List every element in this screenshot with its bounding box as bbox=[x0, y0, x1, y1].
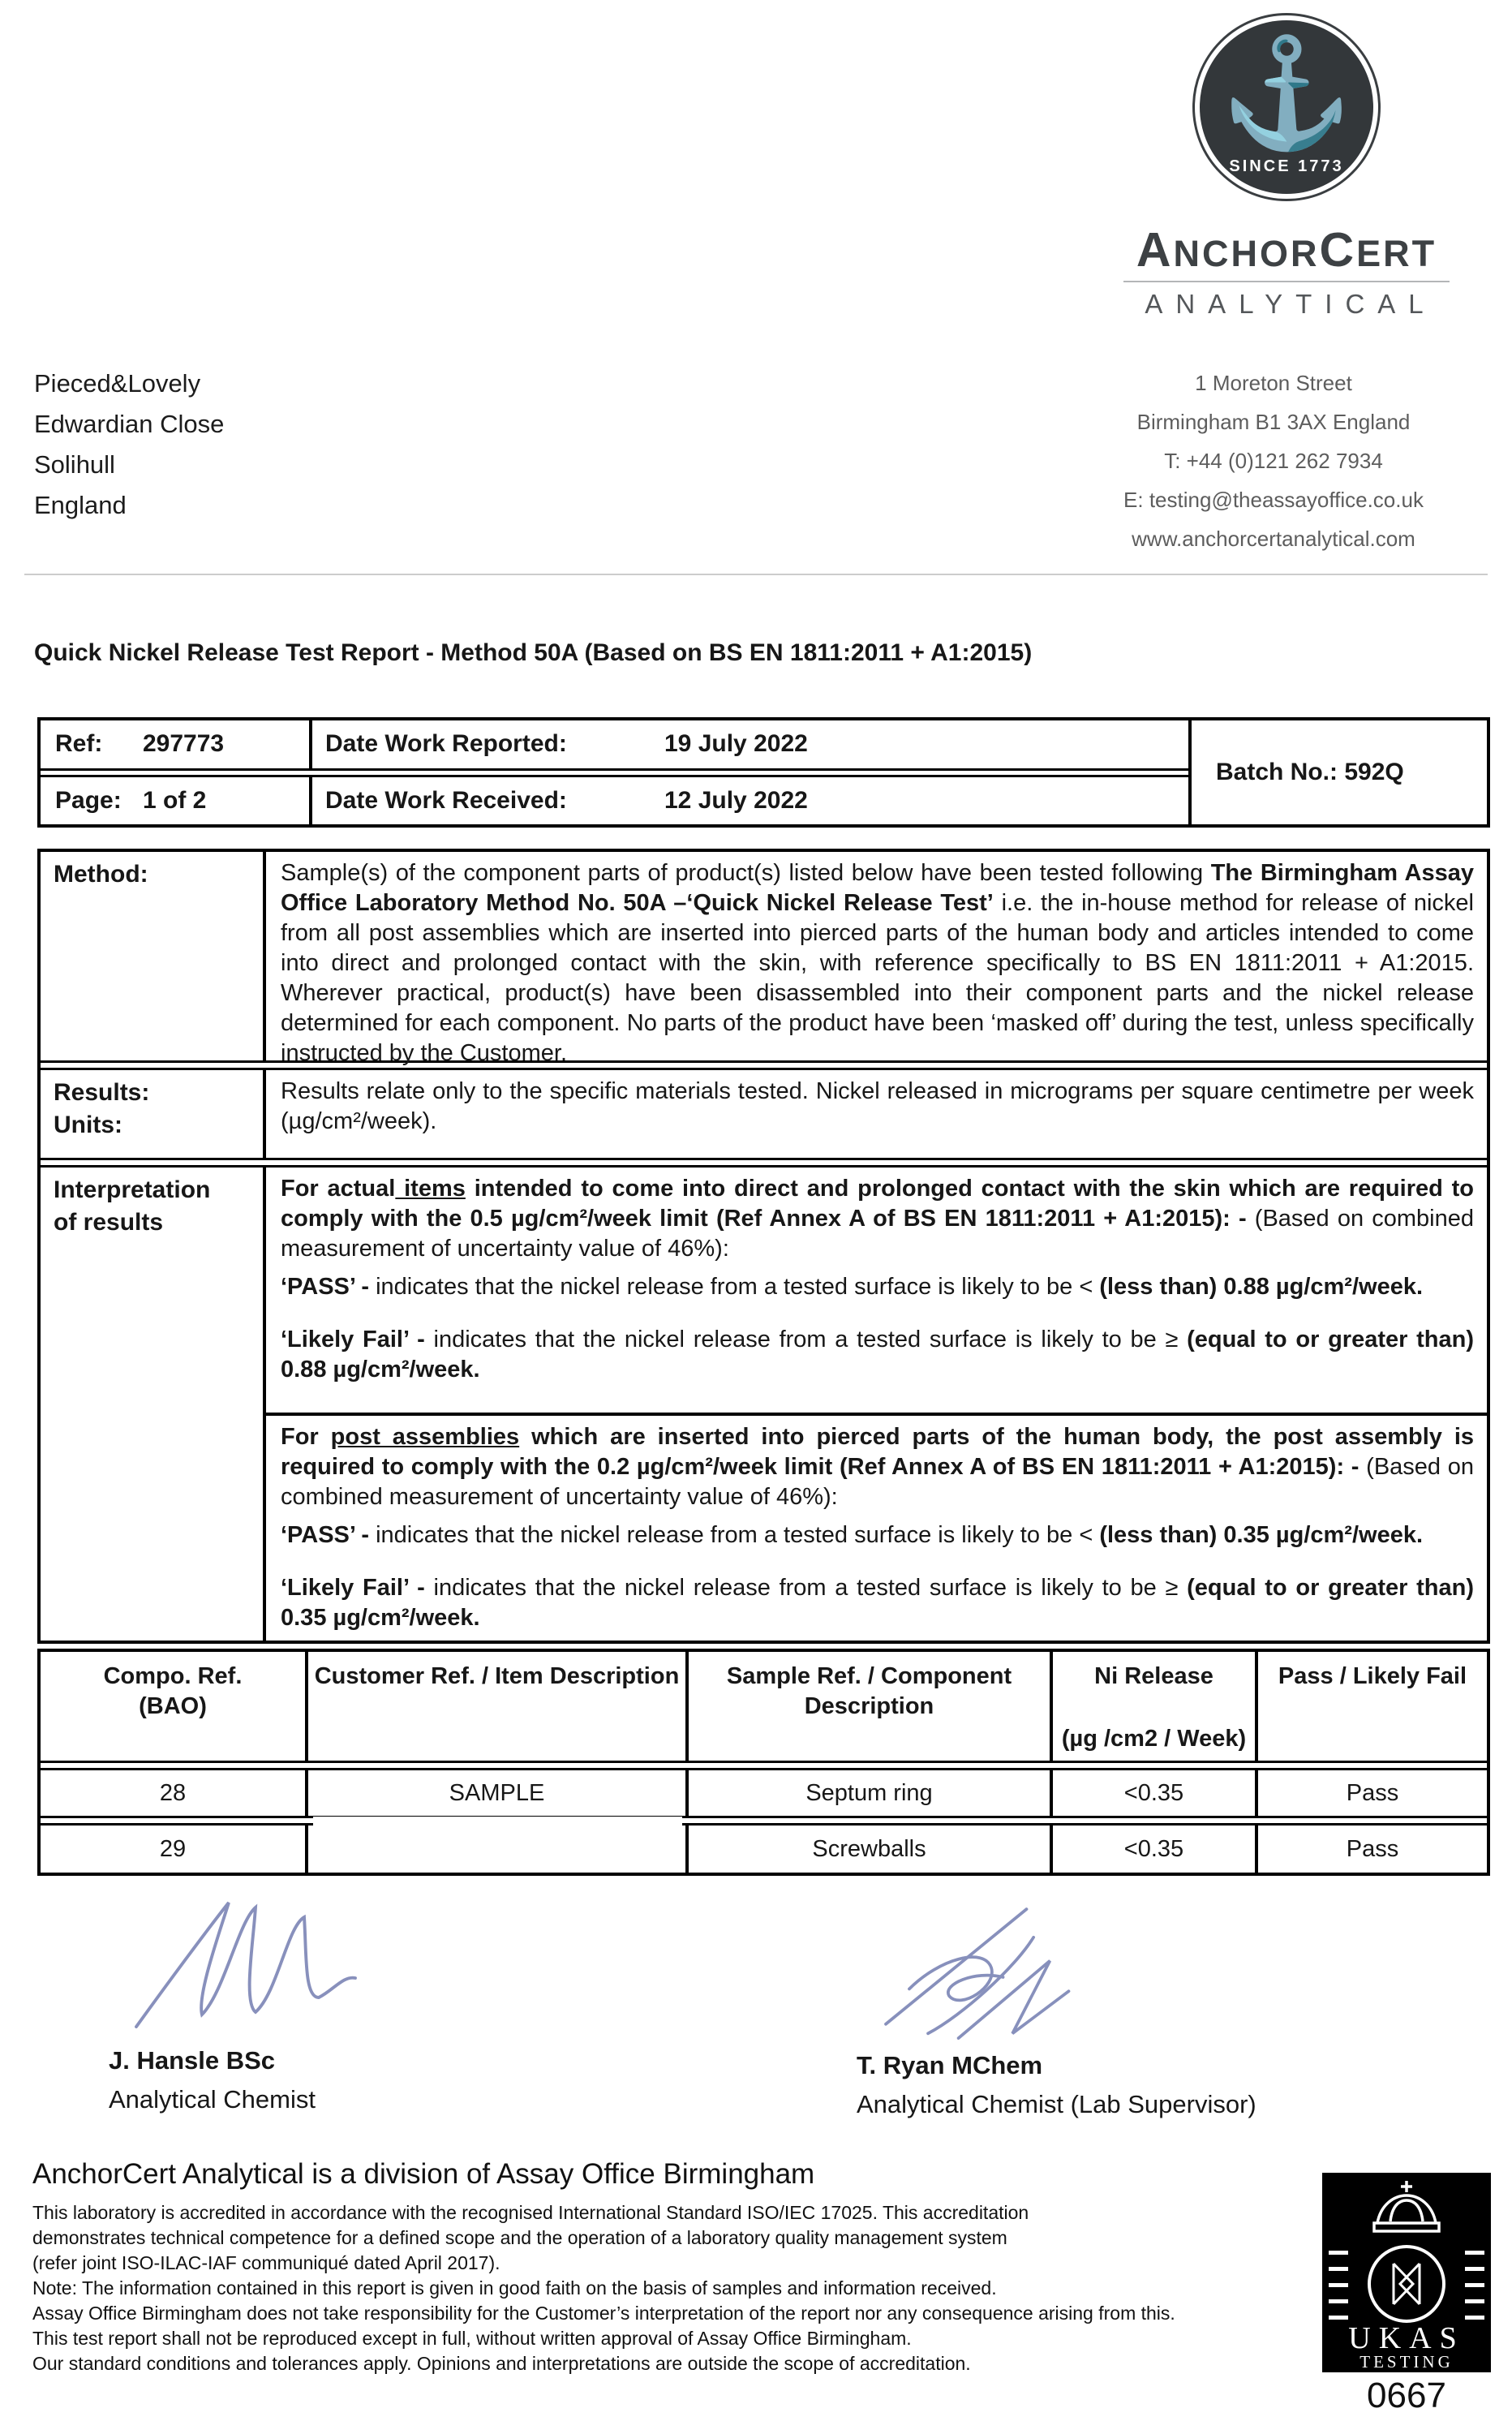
ref-value: 297773 bbox=[143, 730, 225, 758]
date-reported-value: 19 July 2022 bbox=[664, 730, 808, 758]
results-units-label: Results: Units: bbox=[41, 1070, 266, 1158]
ukas-accreditation-logo bbox=[1322, 2173, 1491, 2372]
date-reported-cell bbox=[312, 720, 1188, 768]
customer-address-line: Edwardian Close bbox=[34, 410, 225, 438]
footer-line: (refer joint ISO-ILAC-IAF communiqué dated April 2017). bbox=[32, 2252, 500, 2273]
post-pass-definition: ‘PASS’ - indicates that the nickel release from a tested surface is likely to be < (less than) 0.35 µg/cm²/week. bbox=[281, 1522, 1424, 1548]
results-units-row bbox=[41, 1068, 1487, 1160]
footer-line: This test report shall not be reproduced except in full, without written approval of Assay Office Birmingham. bbox=[32, 2328, 912, 2349]
footer-disclaimer bbox=[32, 2200, 1298, 2376]
post-fail-definition: ‘Likely Fail’ - indicates that the nickel release from a tested surface is likely to be ≥ (equal to or greater than) 0.35 µg/cm²/week. bbox=[281, 1575, 1475, 1631]
customer-address-line: Pieced&Lovely bbox=[34, 369, 201, 398]
interpretation-row bbox=[41, 1165, 1487, 1641]
items-pass-definition: ‘PASS’ - indicates that the nickel release from a tested surface is likely to be < (less than) 0.88 µg/cm²/week. bbox=[281, 1274, 1424, 1300]
reference-table bbox=[37, 717, 1490, 828]
anchorcert-logo bbox=[1122, 13, 1451, 320]
footer-line: Our standard conditions and tolerances apply. Opinions and interpretations are outside the scope of accreditation. bbox=[32, 2353, 971, 2374]
footer-line: demonstrates technical competence for a defined scope and the operation of a laboratory quality management system bbox=[32, 2227, 1007, 2248]
method-text: Sample(s) of the component parts of product(s) listed below have been tested following The Birmingham Assay Office Laboratory Method No. 50A –‘Quick Nickel Release Test’ i.e. the in-house method for release of nickel from all post assemblies which are inserted into pierced parts of the human body and articles intended to come into direct and prolonged contact with the skin, with reference specifically to BS EN 1811:2011 + A1:2015. Wherever practical, product(s) have been disassembled into their component parts and the nickel release determined for each component. No parts of the product have been ‘masked off’ during the test, unless specifically instructed by the Customer. bbox=[281, 860, 1474, 1066]
customer-ref-cell bbox=[305, 1826, 685, 1873]
anchor-icon: ⚓ bbox=[1219, 33, 1354, 153]
header-divider bbox=[24, 574, 1488, 575]
results-table-header bbox=[41, 1652, 1487, 1763]
customer-ref-cell: SAMPLE bbox=[305, 1770, 685, 1816]
column-header-result: Pass / Likely Fail bbox=[1255, 1652, 1487, 1761]
date-reported-label: Date Work Reported: bbox=[325, 730, 567, 758]
page-cell bbox=[41, 777, 312, 825]
footer-heading: AnchorCert Analytical is a division of Assay Office Birmingham bbox=[32, 2158, 815, 2190]
lab-address-line: 1 Moreton Street bbox=[1195, 371, 1352, 395]
anchor-emblem bbox=[1200, 20, 1373, 194]
interpretation-post-assemblies-block bbox=[266, 1416, 1487, 1641]
reference-table-left bbox=[41, 720, 1188, 824]
column-header-ni-release: Ni Release (µg /cm2 / Week) bbox=[1050, 1652, 1255, 1761]
ni-release-cell: <0.35 bbox=[1050, 1826, 1255, 1873]
ukas-type-text: TESTING bbox=[1360, 2352, 1454, 2372]
logo-divider bbox=[1123, 281, 1450, 282]
lab-website: www.anchorcertanalytical.com bbox=[1132, 527, 1415, 551]
table-row bbox=[41, 775, 1188, 825]
column-header-compo: Compo. Ref. (BAO) bbox=[103, 1663, 243, 1719]
compo-ref-cell: 28 bbox=[159, 1779, 187, 1806]
table-row bbox=[41, 1823, 1487, 1873]
sample-ref-cell: Screwballs bbox=[685, 1826, 1050, 1873]
footer-line: Assay Office Birmingham does not take responsibility for the Customer’s interpretation of the report nor any consequence arising from this. bbox=[32, 2303, 1175, 2324]
sample-ref-cell: Septum ring bbox=[685, 1770, 1050, 1816]
compo-ref-cell: 29 bbox=[159, 1835, 187, 1862]
items-intro: For actual items intended to come into direct and prolonged contact with the skin which are required to comply with the 0.5 µg/cm²/week limit (Ref Annex A of BS EN 1811:2011 + A1:2015): - (Based on combined measurement of uncertainty value of 46%): bbox=[281, 1176, 1475, 1262]
customer-address-line: England bbox=[34, 491, 127, 519]
post-intro: For post assemblies which are inserted into pierced parts of the human body, the post assembly is required to comply with the 0.2 µg/cm²/week limit (Ref Annex A of BS EN 1811:2011 + A1:2015): - (Based on combined measurement of uncertainty value of 46%): bbox=[281, 1424, 1475, 1510]
batch-number-cell: Batch No.: 592Q bbox=[1188, 720, 1487, 824]
table-row bbox=[41, 1768, 1487, 1818]
ukas-number: 0667 bbox=[1367, 2376, 1446, 2415]
results-table bbox=[37, 1649, 1490, 1876]
logo-ring bbox=[1192, 13, 1381, 201]
merged-cell-patch bbox=[313, 1817, 682, 1830]
customer-address-line: Solihull bbox=[34, 450, 115, 479]
page-value: 1 of 2 bbox=[143, 786, 207, 814]
signatory-title: Analytical Chemist bbox=[109, 2085, 316, 2114]
interpretation-label: Interpretation of results bbox=[41, 1168, 266, 1641]
lab-email: E: testing@theassayoffice.co.uk bbox=[1123, 488, 1424, 512]
result-cell: Pass bbox=[1255, 1826, 1487, 1873]
ni-release-cell: <0.35 bbox=[1050, 1770, 1255, 1816]
method-row bbox=[41, 852, 1487, 1066]
column-header-customer: Customer Ref. / Item Description bbox=[305, 1652, 685, 1761]
method-label: Method: bbox=[41, 852, 266, 1060]
logo-analytical-text: ANALYTICAL bbox=[1145, 289, 1437, 319]
page-label: Page: bbox=[55, 786, 122, 814]
column-header-sample: Sample Ref. / Component Description bbox=[685, 1652, 1050, 1761]
report-title: Quick Nickel Release Test Report - Method 50A (Based on BS EN 1811:2011 + A1:2015) bbox=[34, 639, 1033, 666]
signature-left bbox=[122, 1890, 389, 2036]
results-units-text: Results relate only to the specific materials tested. Nickel released in micrograms per square centimetre per week (µg/cm²/week). bbox=[281, 1078, 1474, 1134]
interpretation-content bbox=[266, 1168, 1487, 1641]
logo-since-text: SINCE 1773 bbox=[1229, 157, 1344, 175]
date-received-cell bbox=[312, 777, 1188, 825]
ukas-name-text: UKAS bbox=[1348, 2321, 1465, 2355]
logo-wordmark: ANCHORCERT bbox=[1136, 223, 1437, 277]
signature-right bbox=[876, 1890, 1111, 2041]
method-table bbox=[37, 849, 1490, 1644]
footer-line: This laboratory is accredited in accordance with the recognised International Standard ISO/IEC 17025. This accreditation bbox=[32, 2202, 1029, 2223]
signatory-name: T. Ryan MChem bbox=[857, 2051, 1043, 2079]
signatory-name: J. Hansle BSc bbox=[109, 2046, 276, 2075]
footer-line: Note: The information contained in this report is given in good faith on the basis of samples and information received. bbox=[32, 2277, 997, 2299]
ref-cell bbox=[41, 720, 312, 768]
date-received-value: 12 July 2022 bbox=[664, 786, 808, 814]
interpretation-items-block bbox=[266, 1168, 1487, 1416]
signatory-title: Analytical Chemist (Lab Supervisor) bbox=[857, 2090, 1256, 2118]
ref-label: Ref: bbox=[55, 730, 103, 758]
customer-address bbox=[34, 363, 224, 526]
date-received-label: Date Work Received: bbox=[325, 786, 567, 814]
lab-contact-block bbox=[1093, 363, 1454, 558]
result-cell: Pass bbox=[1255, 1770, 1487, 1816]
lab-phone: T: +44 (0)121 262 7934 bbox=[1164, 449, 1383, 473]
items-fail-definition: ‘Likely Fail’ - indicates that the nickel release from a tested surface is likely to be ≥ (equal to or greater than) 0.88 µg/cm²/week. bbox=[281, 1327, 1475, 1383]
table-row bbox=[41, 720, 1188, 771]
lab-address-line: Birmingham B1 3AX England bbox=[1136, 410, 1411, 434]
